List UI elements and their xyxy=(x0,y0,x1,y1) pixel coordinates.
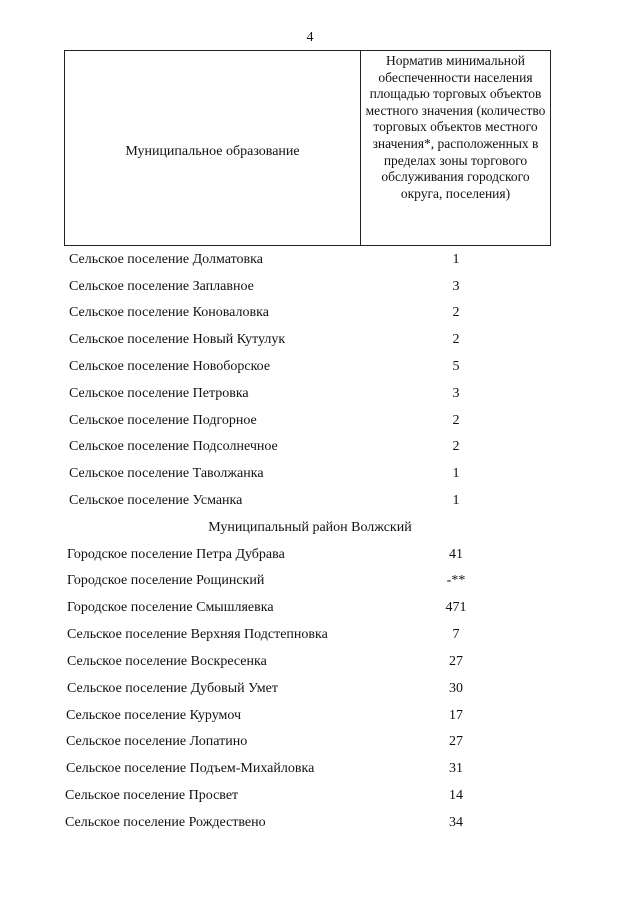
table-header xyxy=(64,50,551,246)
row-name: Сельское поселение Курумоч xyxy=(66,708,242,723)
header-municipality: Муниципальное образование xyxy=(65,51,361,245)
row-value: 1 xyxy=(452,252,460,267)
row-name: Сельское поселение Новый Кутулук xyxy=(69,332,286,347)
row-name: Сельское поселение Лопатино xyxy=(66,734,248,749)
row-value: -** xyxy=(446,573,466,588)
row-name: Городское поселение Петра Дубрава xyxy=(67,547,285,562)
row-value: 2 xyxy=(452,305,460,320)
row-value: 3 xyxy=(452,386,460,401)
row-value: 31 xyxy=(449,761,463,776)
row-name: Сельское поселение Усманка xyxy=(69,493,243,508)
section-title: Муниципальный район Волжский xyxy=(208,520,412,535)
row-value: 17 xyxy=(449,708,463,723)
row-name: Сельское поселение Заплавное xyxy=(69,279,254,294)
row-value: 1 xyxy=(452,466,460,481)
row-name: Сельское поселение Подсолнечное xyxy=(69,439,278,454)
row-name: Сельское поселение Верхняя Подстепновка xyxy=(67,627,328,642)
row-value: 7 xyxy=(452,627,460,642)
row-value: 2 xyxy=(452,332,460,347)
row-value: 27 xyxy=(449,654,463,669)
row-name: Сельское поселение Подгорное xyxy=(69,413,257,428)
row-name: Сельское поселение Дубовый Умет xyxy=(67,681,278,696)
row-value: 3 xyxy=(452,279,460,294)
row-name: Сельское поселение Петровка xyxy=(69,386,249,401)
row-value: 30 xyxy=(449,681,463,696)
row-name: Сельское поселение Таволжанка xyxy=(69,466,264,481)
row-value: 1 xyxy=(452,493,460,508)
header-norm: Норматив минимальной обеспеченности населения площадью торговых объектов местного значения (количество торговых объектов местного значения*, расположенных в пределах зоны торгового обслуживания городского округа, поселения) xyxy=(365,53,546,201)
row-value: 5 xyxy=(452,359,460,374)
row-value: 14 xyxy=(449,788,463,803)
row-value: 27 xyxy=(449,734,463,749)
row-value: 34 xyxy=(449,815,463,830)
row-value: 471 xyxy=(445,600,467,615)
row-name: Городское поселение Смышляевка xyxy=(67,600,274,615)
row-name: Сельское поселение Новоборское xyxy=(69,359,271,374)
row-value: 2 xyxy=(452,413,460,428)
row-name: Сельское поселение Подъем-Михайловка xyxy=(66,761,315,776)
row-name: Сельское поселение Воскресенка xyxy=(67,654,267,669)
row-name: Городское поселение Рощинский xyxy=(67,573,265,588)
page-number: 4 xyxy=(306,30,314,45)
row-name: Сельское поселение Коноваловка xyxy=(69,305,269,320)
row-value: 41 xyxy=(449,547,463,562)
row-value: 2 xyxy=(452,439,460,454)
row-name: Сельское поселение Долматовка xyxy=(69,252,263,267)
row-name: Сельское поселение Просвет xyxy=(65,788,239,803)
row-name: Сельское поселение Рождествено xyxy=(65,815,266,830)
